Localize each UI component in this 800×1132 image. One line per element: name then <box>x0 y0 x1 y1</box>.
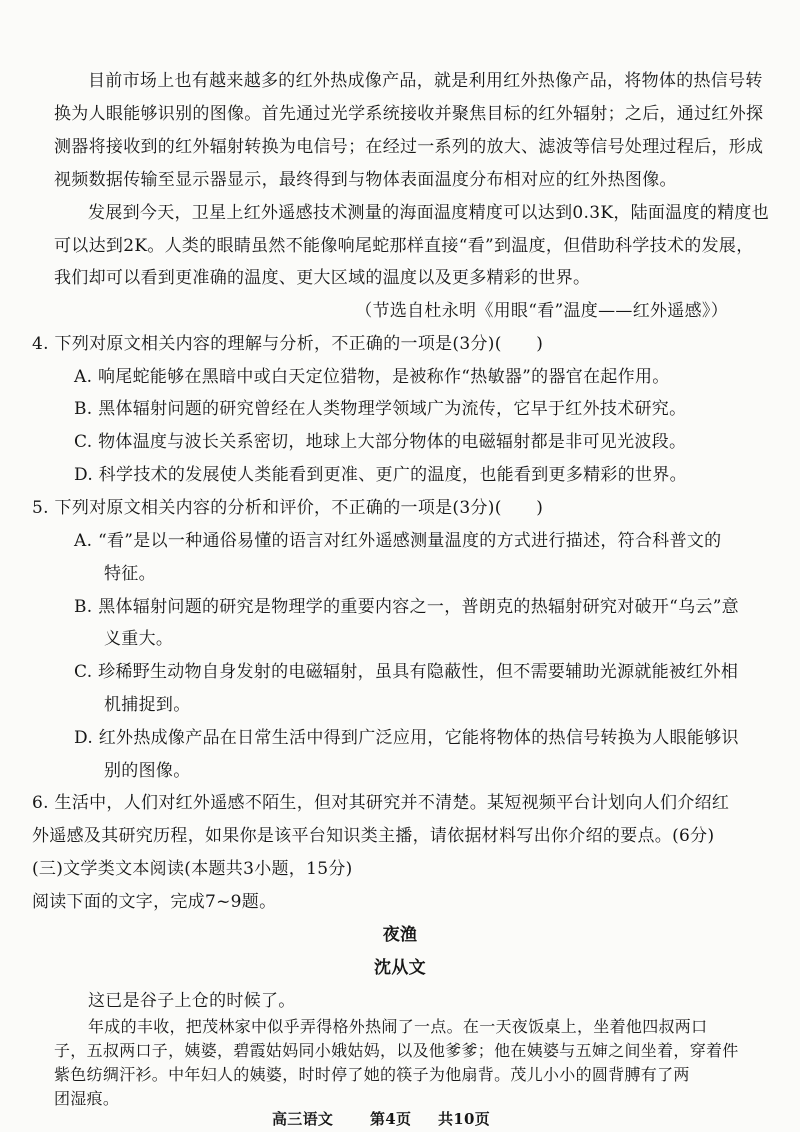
question-5-option-d: D. 红外热成像产品在日常生活中得到广泛应用，它能将物体的热信号转换为人眼能够识 <box>74 728 739 748</box>
footer-subject: 高三语文 <box>272 1110 334 1128</box>
story-line: 子，五叔两口子，姨婆，碧霞姑妈同小娥姑妈，以及他爹爹；他在姨婆与五婶之间坐着，穿着件 <box>54 1041 739 1060</box>
passage-line: 视频数据传输至显示器显示，最终得到与物体表面温度分布相对应的红外热图像。 <box>54 170 677 190</box>
question-5-stem: 5. 下列对原文相关内容的分析和评价，不正确的一项是(3分)( ) <box>32 498 544 518</box>
passage-line: 可以达到2K。人类的眼睛虽然不能像响尾蛇那样直接“看”到温度，但借助科学技术的发展， <box>54 236 754 256</box>
question-5-option-b-cont: 义重大。 <box>104 629 174 649</box>
story-line: 这已是谷子上仓的时候了。 <box>88 991 296 1011</box>
footer-total: 共10页 <box>438 1110 491 1128</box>
question-4-stem: 4. 下列对原文相关内容的理解与分析，不正确的一项是(3分)( ) <box>32 334 544 354</box>
question-5-option-c: C. 珍稀野生动物自身发射的电磁辐射，虽具有隐蔽性，但不需要辅助光源就能被红外相 <box>74 662 739 682</box>
question-5-option-c-cont: 机捕捉到。 <box>104 695 191 715</box>
passage-line: 我们却可以看到更准确的温度、更大区域的温度以及更多精彩的世界。 <box>54 268 591 288</box>
section-instruction: 阅读下面的文字，完成7~9题。 <box>32 892 277 912</box>
passage-source: （节选自杜永明《用眼“看”温度——红外遥感》） <box>355 301 728 321</box>
question-4-option-c: C. 物体温度与波长关系密切，地球上大部分物体的电磁辐射都是非可见光波段。 <box>74 432 687 452</box>
question-5-option-d-cont: 别的图像。 <box>104 761 191 781</box>
question-6-stem-cont: 外遥感及其研究历程，如果你是该平台知识类主播，请依据材料写出你介绍的要点。(6分) <box>32 826 715 846</box>
story-line: 团湿痕。 <box>54 1089 120 1108</box>
story-line: 紫色纺绸汗衫。中年妇人的姨婆，时时停了她的筷子为他扇背。茂儿小小的圆背膊有了两 <box>54 1065 690 1084</box>
passage-line: 测器将接收到的红外辐射转换为电信号；在经过一系列的放大、滤波等信号处理过程后，形成 <box>54 137 764 157</box>
question-4-option-a: A. 响尾蛇能够在黑暗中或白天定位猎物，是被称作“热敏器”的器官在起作用。 <box>74 367 670 387</box>
passage-line: 目前市场上也有越来越多的红外热成像产品，就是利用红外热像产品，将物体的热信号转 <box>88 71 763 91</box>
question-6-stem: 6. 生活中，人们对红外遥感不陌生，但对其研究并不清楚。某短视频平台计划向人们介绍红 <box>32 793 730 813</box>
passage-line: 换为人眼能够识别的图像。首先通过光学系统接收并聚焦目标的红外辐射；之后，通过红外探 <box>54 104 764 124</box>
passage-line: 发展到今天，卫星上红外遥感技术测量的海面温度精度可以达到0.3K，陆面温度的精度也 <box>88 203 770 223</box>
footer-page: 第4页 <box>370 1110 412 1128</box>
question-5-option-a-cont: 特征。 <box>104 564 156 584</box>
question-4-option-d: D. 科学技术的发展使人类能看到更准、更广的温度，也能看到更多精彩的世界。 <box>74 465 687 485</box>
story-line: 年成的丰收，把茂林家中似乎弄得格外热闹了一点。在一天夜饭桌上，坐着他四叔两口 <box>88 1017 708 1036</box>
question-5-option-a: A. “看”是以一种通俗易懂的语言对红外遥感测量温度的方式进行描述，符合科普文的 <box>74 531 722 551</box>
story-author: 沈从文 <box>374 958 426 978</box>
question-4-option-b: B. 黑体辐射问题的研究曾经在人类物理学领域广为流传，它早于红外技术研究。 <box>74 399 687 419</box>
section-heading: (三)文学类文本阅读(本题共3小题，15分) <box>32 859 353 879</box>
story-title: 夜渔 <box>382 925 418 945</box>
question-5-option-b: B. 黑体辐射问题的研究是物理学的重要内容之一，普朗克的热辐射研究对破开“乌云”意 <box>74 597 739 617</box>
